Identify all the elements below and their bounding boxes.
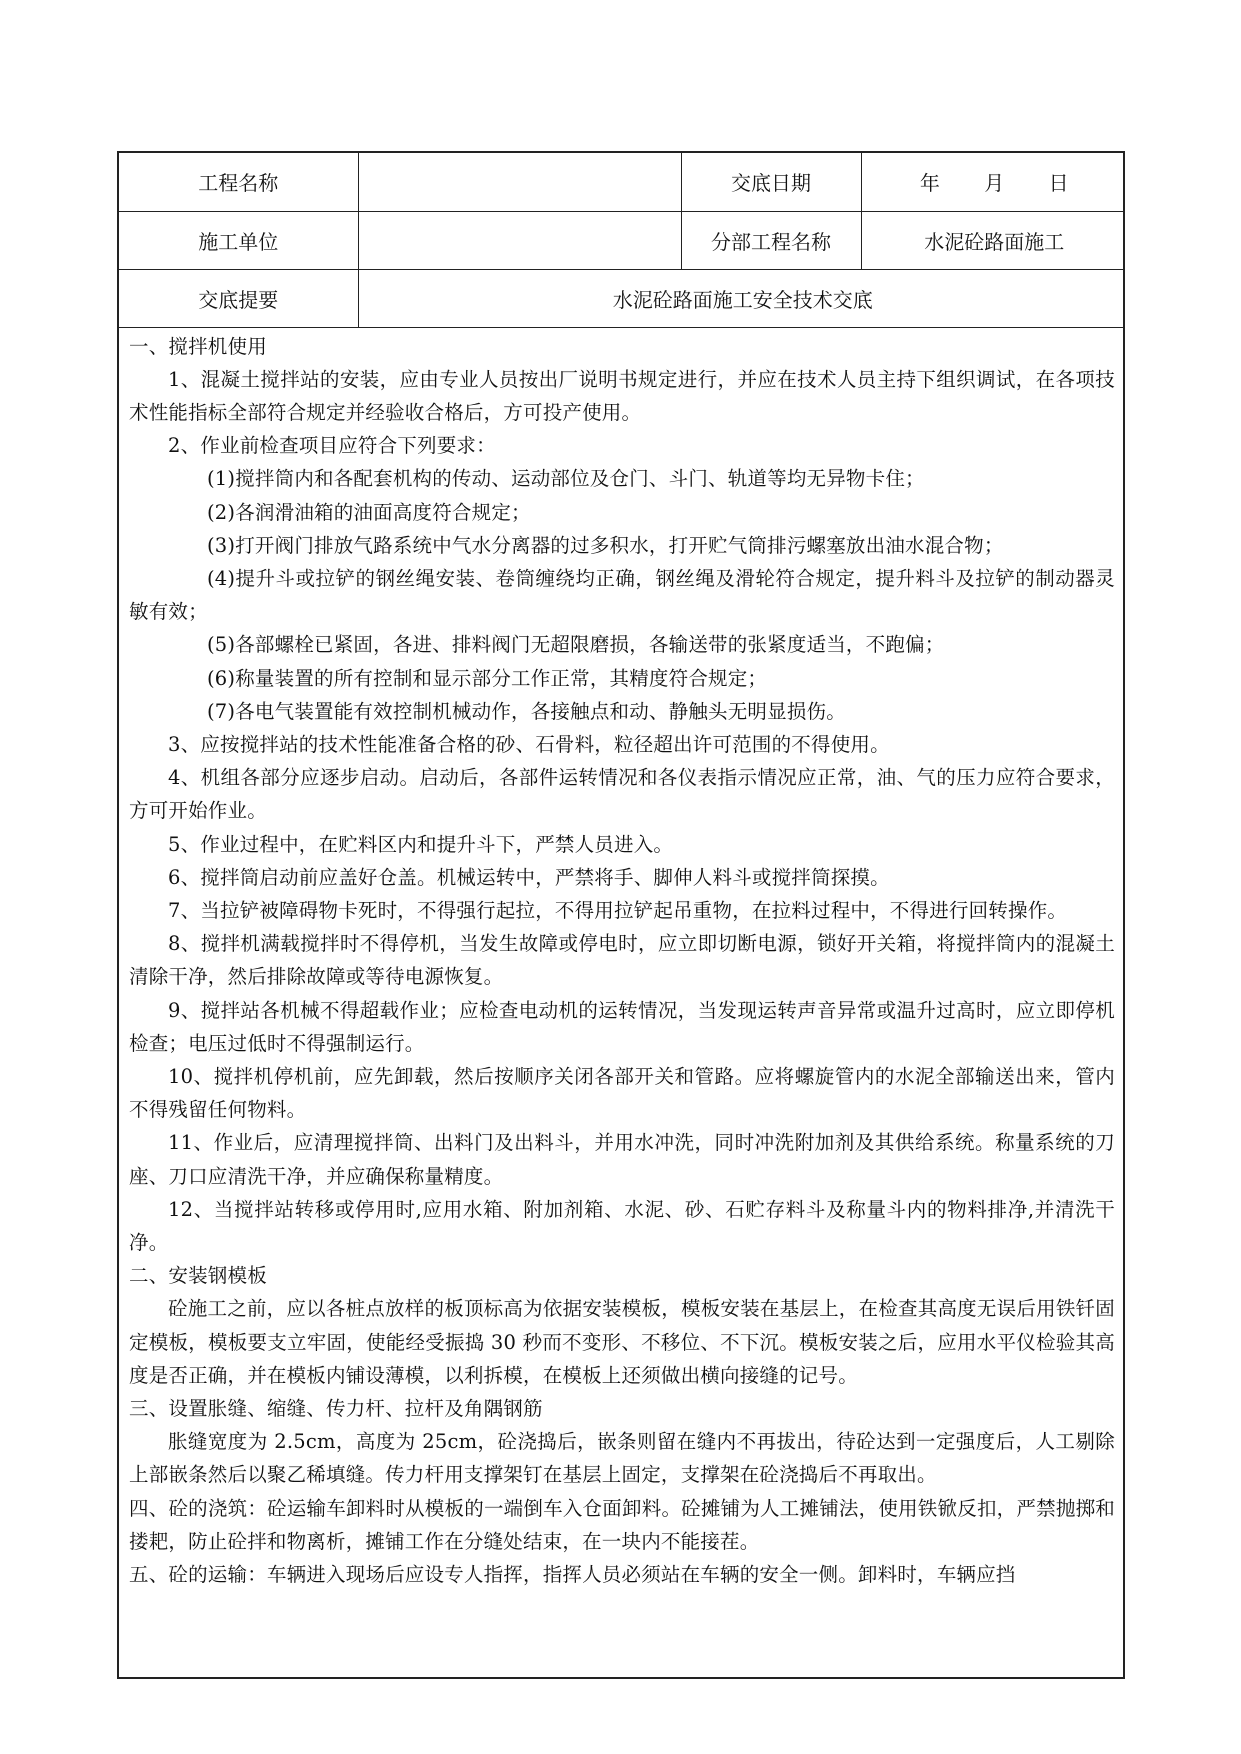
date-day: 日	[1048, 171, 1069, 196]
paragraph: (3)打开阀门排放气路系统中气水分离器的过多积水，打开贮气筒排污螺塞放出油水混合物；	[207, 533, 1004, 557]
project-name-label: 工程名称	[119, 153, 358, 211]
paragraph: 砼施工之前，应以各桩点放样的板顶标高为依据安装模板，模板安装在基层上，在检查其高度无误后用铁钎固定模板，模板要支立牢固，使能经受振捣 30 秒而不变形、不移位、不下沉。模板安装之后，应用水平仪检验其高度是否正确，并在模板内铺设薄模，以利拆模，在模板上还须做出横向接缝的记号。	[129, 1297, 1115, 1387]
date-value	[861, 153, 1125, 211]
paragraph: 5、作业过程中，在贮料区内和提升斗下，严禁人员进入。	[168, 832, 674, 856]
section-heading: 五、砼的运输：车辆进入现场后应设专人指挥，指挥人员必须站在车辆的安全一侧。卸料时，车辆应挡	[129, 1563, 1016, 1587]
unit-value	[358, 211, 681, 269]
paragraph: (5)各部螺栓已紧固，各进、排料阀门无超限磨损，各输送带的张紧度适当，不跑偏；	[207, 633, 945, 657]
paragraph: (4)提升斗或拉铲的钢丝绳安装、卷筒缠绕均正确，钢丝绳及滑轮符合规定，提升料斗及拉铲的制动器灵敏有效；	[129, 566, 1115, 624]
section-heading: 二、安装钢模板	[129, 1264, 267, 1288]
paragraph: 1、混凝土搅拌站的安装，应由专业人员按出厂说明书规定进行，并应在技术人员主持下组织调试，在各项技术性能指标全部符合规定并经验收合格后，方可投产使用。	[129, 367, 1115, 424]
paragraph: 6、搅拌筒启动前应盖好仓盖。机械运转中，严禁将手、脚伸人料斗或搅拌筒探摸。	[168, 865, 890, 889]
date-year: 年	[919, 171, 940, 196]
section-heading: 一、搅拌机使用	[129, 334, 267, 358]
paragraph: 9、搅拌站各机械不得超载作业；应检查电动机的运转情况，当发现运转声音异常或温升过高时，应立即停机检查；电压过低时不得强制运行。	[129, 998, 1115, 1055]
date-label: 交底日期	[681, 153, 861, 211]
summary-value: 水泥砼路面施工安全技术交底	[358, 269, 1125, 327]
header-row-2	[119, 211, 1125, 269]
paragraph: (1)搅拌筒内和各配套机构的传动、运动部位及仓门、斗门、轨道等均无异物卡住；	[207, 467, 925, 491]
sub-project-label: 分部工程名称	[681, 211, 861, 269]
unit-label: 施工单位	[119, 211, 358, 269]
header-row-3	[119, 269, 1125, 327]
section-heading: 四、砼的浇筑：砼运输车卸料时从模板的一端倒车入仓面卸料。砼摊铺为人工摊铺法，使用铁锨反扣，严禁抛掷和搂耙，防止砼拌和物离析，摊铺工作在分缝处结束，在一块内不能接茬。	[129, 1496, 1115, 1553]
paragraph: (2)各润滑油箱的油面高度符合规定；	[207, 500, 531, 524]
paragraph: 胀缝宽度为 2.5cm，高度为 25cm，砼浇捣后，嵌条则留在缝内不再拔出，待砼达到一定强度后，人工剔除上部嵌条然后以聚乙稀填缝。传力杆用支撑架钉在基层上固定，支撑架在砼浇捣后不再取出。	[129, 1430, 1115, 1487]
paragraph: 10、搅拌机停机前，应先卸载，然后按顺序关闭各部开关和管路。应将螺旋管内的水泥全部输送出来，管内不得残留任何物料。	[129, 1064, 1115, 1122]
summary-label: 交底提要	[119, 269, 358, 327]
header-table	[119, 153, 1125, 328]
paragraph: 11、作业后，应清理搅拌筒、出料门及出料斗，并用水冲洗，同时冲洗附加剂及其供给系统。称量系统的刀座、刀口应清洗干净，并应确保称量精度。	[129, 1131, 1115, 1188]
paragraph: 7、当拉铲被障碍物卡死时，不得强行起拉，不得用拉铲起吊重物，在拉料过程中，不得进行回转操作。	[168, 898, 1068, 922]
paragraph: (7)各电气装置能有效控制机械动作，各接触点和动、静触头无明显损伤。	[207, 699, 846, 723]
paragraph: 2、作业前检查项目应符合下列要求：	[168, 434, 496, 458]
paragraph: 12、当搅拌站转移或停用时,应用水箱、附加剂箱、水泥、砂、石贮存料斗及称量斗内的物料排净,并清洗干净。	[129, 1197, 1115, 1254]
project-name-value	[358, 153, 681, 211]
sub-project-value: 水泥砼路面施工	[861, 211, 1125, 269]
paragraph: 8、搅拌机满载搅拌时不得停机，当发生故障或停电时，应立即切断电源，锁好开关箱，将搅拌筒内的混凝土清除干净，然后排除故障或等待电源恢复。	[129, 932, 1115, 989]
disclosure-body	[119, 328, 1123, 1592]
paragraph: 3、应按搅拌站的技术性能准备合格的砂、石骨料，粒径超出许可范围的不得使用。	[168, 732, 890, 756]
disclosure-form	[117, 151, 1125, 1679]
header-row-1	[119, 153, 1125, 211]
section-heading: 三、设置胀缝、缩缝、传力杆、拉杆及角隅钢筋	[129, 1397, 543, 1420]
paragraph: 4、机组各部分应逐步启动。启动后，各部件运转情况和各仪表指示情况应正常，油、气的压力应符合要求，方可开始作业。	[129, 766, 1115, 823]
date-month: 月	[984, 171, 1005, 196]
paragraph: (6)称量装置的所有控制和显示部分工作正常，其精度符合规定；	[207, 666, 768, 690]
